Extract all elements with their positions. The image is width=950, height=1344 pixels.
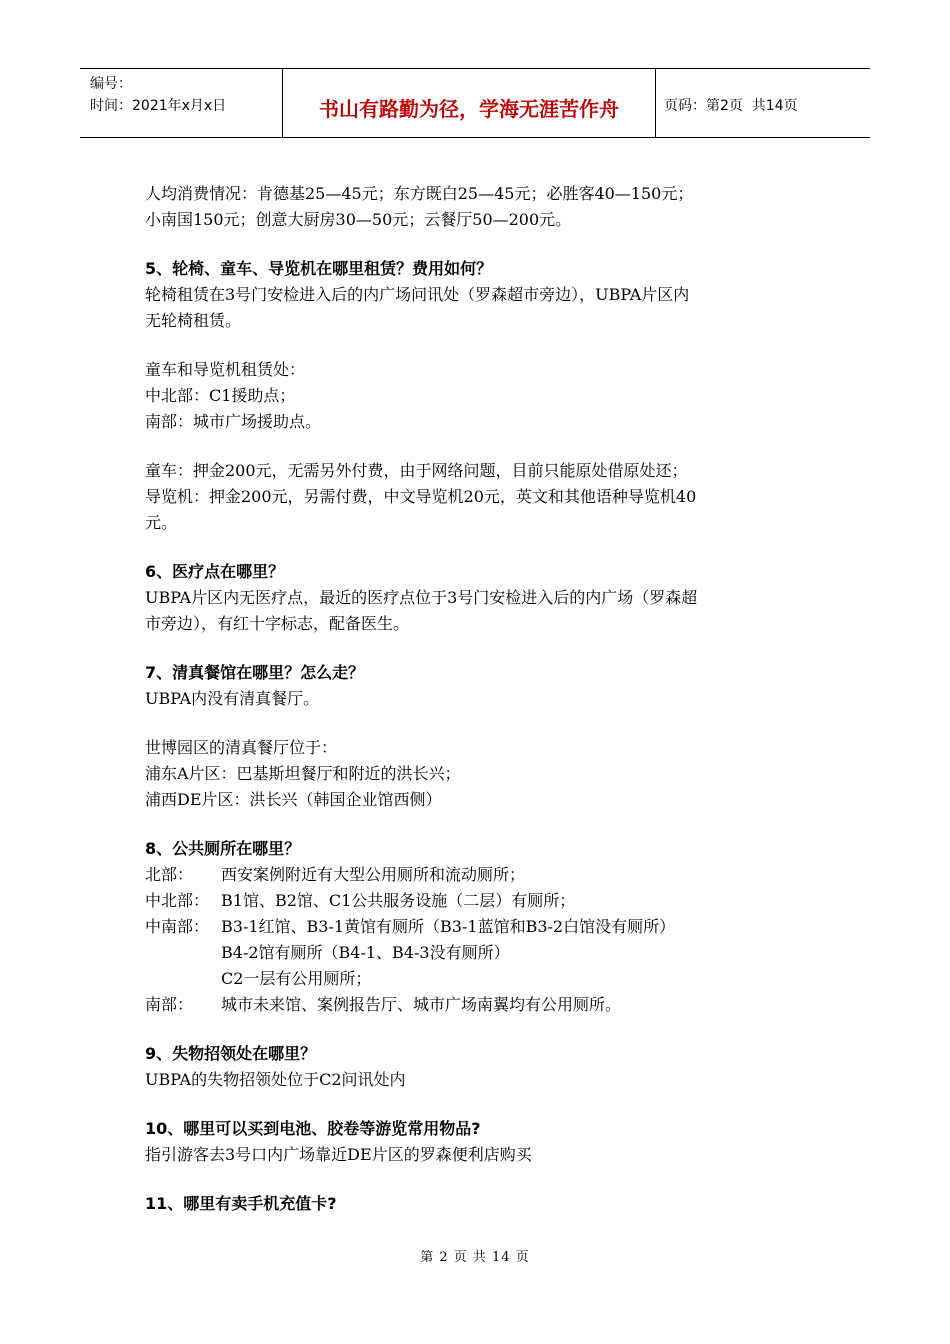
section-text-line: 指引游客去3号口内广场靠近DE片区的罗森便利店购买 (145, 1145, 532, 1164)
header-motto: 书山有路勤为径，学海无涯苦作舟 (282, 69, 656, 137)
section-text-line: 童车：押金200元，无需另外付费，由于网络问题，目前只能原处借原处还； (145, 461, 688, 480)
toilet-area-text: 西安案例附近有大型公用厕所和流动厕所； (221, 865, 526, 884)
toilet-area-label: 中北部： (145, 891, 210, 910)
toilet-row (145, 888, 825, 914)
section-text-line: 市旁边），有红十字标志，配备医生。 (145, 614, 410, 633)
section-text-line: 世博园区的清真餐厅位于： (145, 738, 338, 757)
toilet-area-text: B4-2馆有厕所（B4-1、B4-3没有厕所） (221, 943, 510, 962)
paragraph-gap (145, 1018, 825, 1041)
toilet-area-label (145, 940, 221, 966)
page-footer (0, 1246, 950, 1265)
toilet-area-label: 南部： (145, 995, 194, 1014)
section-text-line: 浦西DE片区：洪长兴（韩国企业馆西侧） (145, 790, 442, 809)
document-body (145, 181, 825, 1217)
toilet-area-text: B1馆、B2馆、C1公共服务设施（二层）有厕所； (221, 891, 576, 910)
toilet-row (145, 940, 825, 966)
paragraph-gap (145, 1093, 825, 1116)
section-text-line: 童车和导览机租赁处： (145, 360, 306, 379)
page-header (80, 68, 870, 138)
toilet-row (145, 862, 825, 888)
header-page-label: 页码：第2页 共14页 (664, 98, 798, 114)
intro-line: 小南国150元；创意大厨房30—50元；云餐厅50—200元。 (145, 210, 572, 229)
toilet-area-label (145, 966, 221, 992)
paragraph-gap (145, 334, 825, 357)
section-text-line: 浦东A片区：巴基斯坦餐厅和附近的洪长兴； (145, 764, 461, 783)
section-text-line: 导览机：押金200元，另需付费，中文导览机20元，英文和其他语种导览机40 (145, 487, 697, 506)
paragraph-gap (145, 637, 825, 660)
section-text-line: 中北部：C1援助点； (145, 386, 296, 405)
paragraph-gap (145, 712, 825, 735)
paragraph-gap (145, 435, 825, 458)
section-text-line: 无轮椅租赁。 (145, 311, 242, 330)
section-question: 9、失物招领处在哪里？ (145, 1044, 317, 1063)
section-text-line: UBPA的失物招领处位于C2问讯处内 (145, 1070, 406, 1089)
toilet-area-text: C2一层有公用厕所； (221, 969, 372, 988)
document-number-label: 编号： (90, 76, 132, 92)
section-text-line: UBPA内没有清真餐厅。 (145, 689, 320, 708)
document-time-label: 时间：2021年x月x日 (90, 98, 227, 114)
toilet-row (145, 914, 825, 940)
toilet-area-label: 中南部： (145, 917, 210, 936)
paragraph-gap (145, 536, 825, 559)
section-question: 5、轮椅、童车、导览机在哪里租赁？费用如何？ (145, 259, 493, 278)
section-question: 8、公共厕所在哪里？ (145, 839, 301, 858)
paragraph-gap (145, 233, 825, 256)
header-meta (80, 69, 282, 137)
section-question: 6、医疗点在哪里？ (145, 562, 285, 581)
intro-line: 人均消费情况：肯德基25—45元；东方既白25—45元；必胜客40—150元； (145, 184, 694, 203)
section-text-line: 南部：城市广场援助点。 (145, 412, 322, 431)
paragraph-gap (145, 813, 825, 836)
toilet-area-label: 北部： (145, 865, 194, 884)
section-text-line: 轮椅租赁在3号门安检进入后的内广场问讯处（罗森超市旁边），UBPA片区内 (145, 285, 690, 304)
section-question: 11、哪里有卖手机充值卡? (145, 1194, 337, 1213)
section-text-line: 元。 (145, 513, 178, 532)
section-text-line: UBPA片区内无医疗点，最近的医疗点位于3号门安检进入后的内广场（罗森超 (145, 588, 698, 607)
header-page-info (656, 69, 870, 137)
paragraph-gap (145, 1168, 825, 1191)
section-question: 10、哪里可以买到电池、胶卷等游览常用物品? (145, 1119, 481, 1138)
toilet-row (145, 966, 825, 992)
footer-page-number: 第 2 页 共 14 页 (420, 1250, 530, 1265)
section-question: 7、清真餐馆在哪里？怎么走？ (145, 663, 365, 682)
toilet-row (145, 992, 825, 1018)
toilet-area-text: 城市未来馆、案例报告厅、城市广场南翼均有公用厕所。 (221, 995, 622, 1014)
toilet-area-text: B3-1红馆、B3-1黄馆有厕所（B3-1蓝馆和B3-2白馆没有厕所） (221, 917, 676, 936)
